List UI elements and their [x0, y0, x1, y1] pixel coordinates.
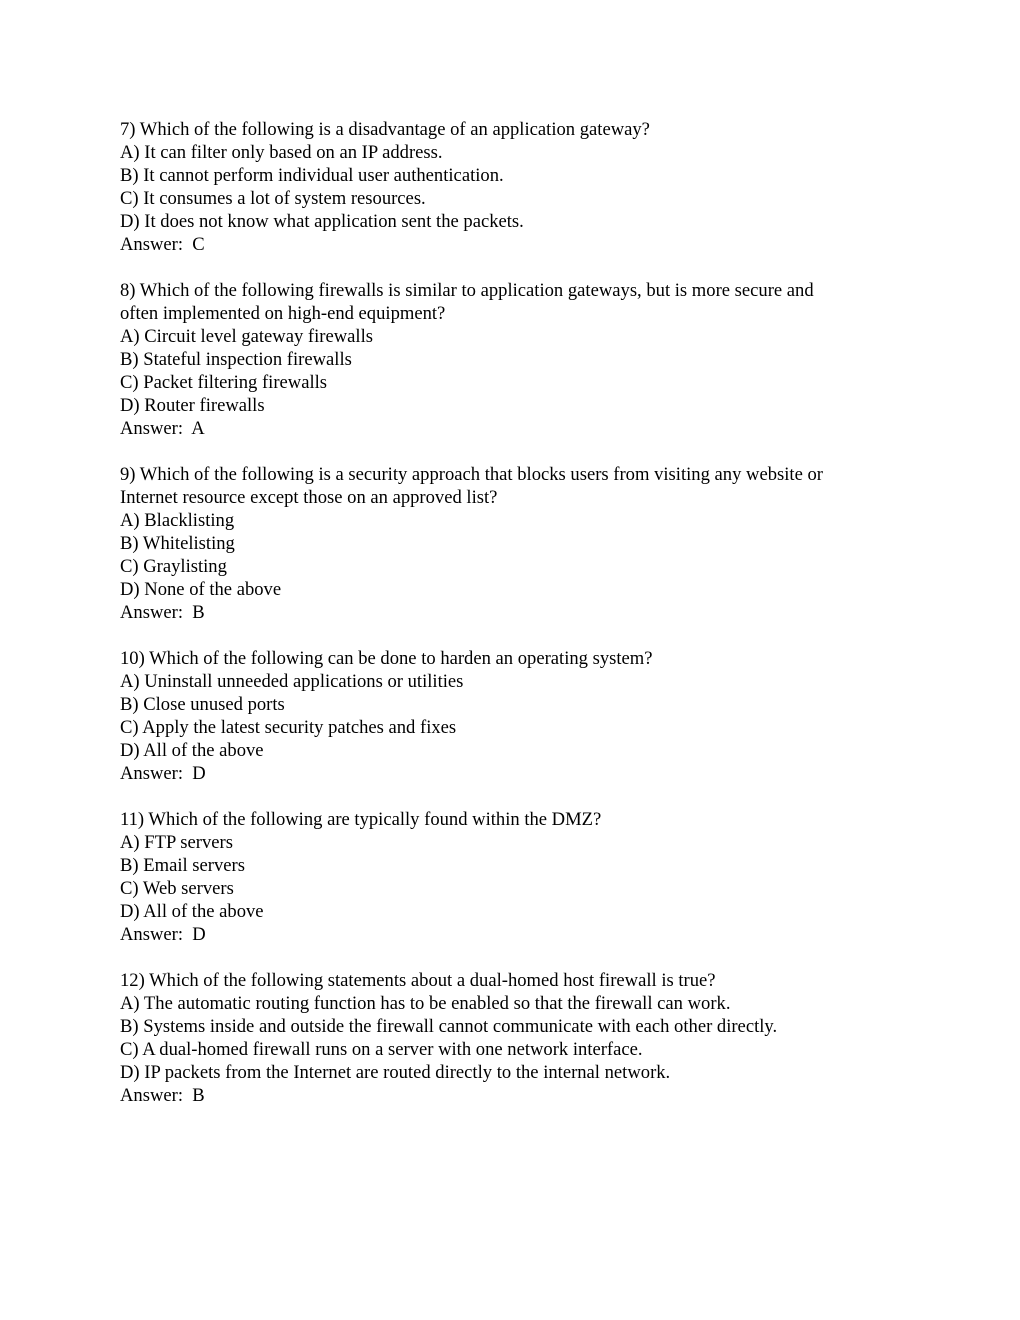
question-text: 7) Which of the following is a disadvantage of an application gateway? — [120, 119, 650, 140]
question-text: 10) Which of the following can be done to harden an operating system? — [120, 648, 653, 669]
option-c: C) It consumes a lot of system resources. — [120, 188, 426, 209]
option-c: C) A dual-homed firewall runs on a server with one network interface. — [120, 1039, 643, 1060]
option-d: D) All of the above — [120, 901, 264, 922]
answer: Answer: C — [120, 234, 205, 255]
option-c: C) Packet filtering firewalls — [120, 372, 328, 393]
question-10 — [120, 647, 900, 785]
answer: Answer: D — [120, 763, 206, 784]
option-b: B) Close unused ports — [120, 694, 285, 715]
question-text-continued: Internet resource except those on an approved list? — [120, 487, 498, 508]
option-d: D) None of the above — [120, 579, 282, 600]
answer: Answer: B — [120, 602, 205, 623]
answer: Answer: D — [120, 924, 206, 945]
option-d: D) IP packets from the Internet are routed directly to the internal network. — [120, 1062, 671, 1083]
question-9 — [120, 463, 900, 624]
question-8 — [120, 279, 900, 440]
question-12 — [120, 969, 900, 1107]
option-b: B) Email servers — [120, 855, 245, 876]
option-d: D) Router firewalls — [120, 395, 265, 416]
question-text: 11) Which of the following are typically found within the DMZ? — [120, 809, 602, 830]
option-d: D) It does not know what application sent the packets. — [120, 211, 524, 232]
question-text-continued: often implemented on high-end equipment? — [120, 303, 446, 324]
question-11 — [120, 808, 900, 946]
option-c: C) Graylisting — [120, 556, 227, 577]
option-b: B) It cannot perform individual user authentication. — [120, 165, 504, 186]
option-b: B) Systems inside and outside the firewall cannot communicate with each other directly. — [120, 1016, 778, 1037]
option-a: A) Blacklisting — [120, 510, 235, 531]
question-7 — [120, 118, 900, 256]
option-c: C) Web servers — [120, 878, 234, 899]
answer: Answer: B — [120, 1085, 205, 1106]
question-text: 9) Which of the following is a security approach that blocks users from visiting any website or — [120, 464, 823, 485]
document-page — [120, 118, 900, 1130]
answer: Answer: A — [120, 418, 205, 439]
option-a: A) The automatic routing function has to be enabled so that the firewall can work. — [120, 993, 731, 1014]
option-c: C) Apply the latest security patches and fixes — [120, 717, 457, 738]
option-d: D) All of the above — [120, 740, 264, 761]
option-a: A) Uninstall unneeded applications or utilities — [120, 671, 464, 692]
question-text: 12) Which of the following statements about a dual-homed host firewall is true? — [120, 970, 716, 991]
option-a: A) It can filter only based on an IP address. — [120, 142, 443, 163]
question-text: 8) Which of the following firewalls is similar to application gateways, but is more secure and — [120, 280, 814, 301]
option-a: A) FTP servers — [120, 832, 233, 853]
option-a: A) Circuit level gateway firewalls — [120, 326, 373, 347]
option-b: B) Stateful inspection firewalls — [120, 349, 352, 370]
option-b: B) Whitelisting — [120, 533, 235, 554]
